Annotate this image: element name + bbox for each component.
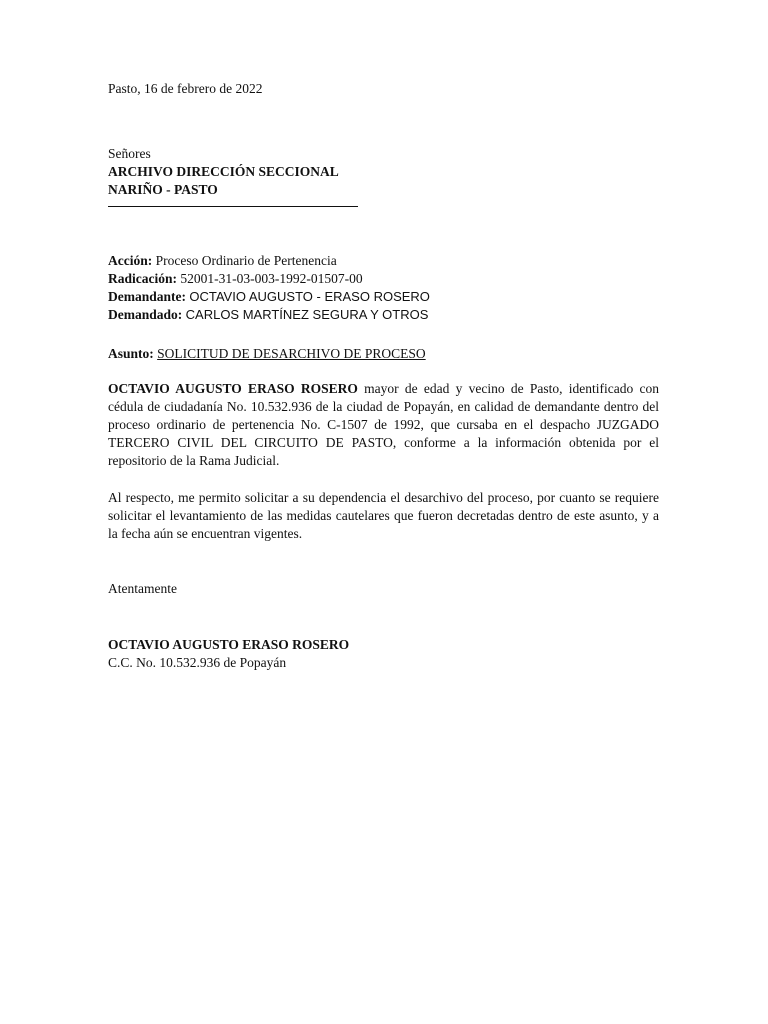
closing: Atentamente — [108, 581, 177, 596]
case-details — [108, 252, 430, 324]
addressee-line-2: NARIÑO - PASTO — [108, 182, 218, 197]
addressee-block — [108, 145, 358, 207]
subject-value: SOLICITUD DE DESARCHIVO DE PROCESO — [157, 346, 426, 361]
radicacion-label: Radicación: — [108, 271, 177, 286]
demandante-value: OCTAVIO AUGUSTO - ERASO ROSERO — [189, 289, 430, 304]
accion-label: Acción: — [108, 253, 153, 268]
addressee-line-1: ARCHIVO DIRECCIÓN SECCIONAL — [108, 164, 339, 179]
demandante-label: Demandante: — [108, 289, 186, 304]
signature-id: C.C. No. 10.532.936 de Popayán — [108, 655, 287, 670]
subject-label: Asunto: — [108, 346, 154, 361]
body-paragraph-1 — [108, 380, 659, 470]
signature-name: OCTAVIO AUGUSTO ERASO ROSERO — [108, 637, 350, 652]
accion-value: Proceso Ordinario de Pertenencia — [155, 253, 337, 268]
radicacion-row — [108, 270, 430, 288]
radicacion-value: 52001-31-03-003-1992-01507-00 — [180, 271, 363, 286]
demandante-row — [108, 288, 430, 306]
body-paragraph-2: Al respecto, me permito solicitar a su dependencia el desarchivo del proceso, por cuanto se requiere solicitar el levantamiento de las medidas cautelares que fueron decretadas dentro de este asunto, y a la fecha aún se encuentran vigentes. — [108, 490, 659, 541]
addressee-divider — [108, 206, 358, 207]
place-date: Pasto, 16 de febrero de 2022 — [108, 81, 263, 96]
addressee-salutation: Señores — [108, 146, 151, 161]
accion-row — [108, 252, 430, 270]
body-requester-name: OCTAVIO AUGUSTO ERASO ROSERO — [108, 381, 358, 396]
demandado-label: Demandado: — [108, 307, 183, 322]
body-paragraph-1-text: mayor de edad y vecino de Pasto, identificado con cédula de ciudadanía No. 10.532.936 de la ciudad de Popayán, en calidad de demandante dentro del proceso ordinario de pertenencia No. C-1507 de 1992, que cursaba en el despacho JUZGADO TERCERO CIVIL DEL CIRCUITO DE PASTO, conforme a la información obtenida por el repositorio de la Rama Judicial. — [108, 381, 660, 468]
demandado-value: CARLOS MARTÍNEZ SEGURA Y OTROS — [185, 307, 429, 322]
subject-line — [108, 345, 426, 363]
signature-block — [108, 636, 349, 672]
demandado-row — [108, 306, 430, 324]
